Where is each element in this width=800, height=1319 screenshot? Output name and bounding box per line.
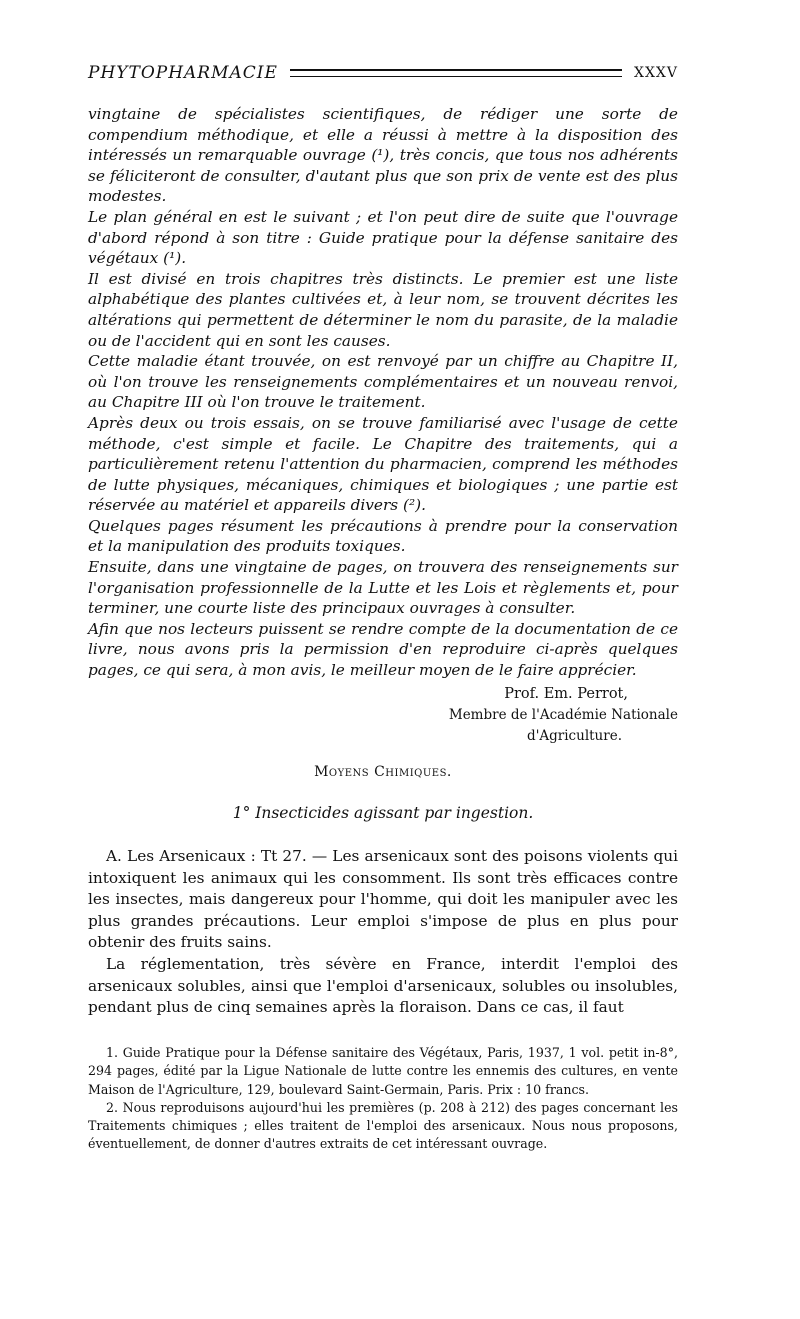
paragraph: Cette maladie étant trouvée, on est renvoyé par un chiffre au Chapitre II, où l'on trouve les renseignements complémentaires et un nouveau renvoi, au Chapitre III où l'on trouve le traitement.: [88, 352, 678, 412]
running-header: [88, 62, 678, 84]
paragraph: Afin que nos lecteurs puissent se rendre compte de la documentation de ce livre, nous avons pris la permission d'en reproduire ci-après quelques pages, ce qui sera, à mon avis, le meilleur moyen de le faire apprécier.: [88, 619, 678, 680]
paragraph: Il est divisé en trois chapitres très distincts. Le premier est une liste alphabétique des plantes cultivées et, à leur nom, se trouvent décrites les altérations qui permettent de déterminer le nom du parasite, de la maladie ou de l'accident qui en sont les causes.: [88, 269, 678, 350]
subsection-heading: 1° Insecticides agissant par ingestion.: [232, 804, 534, 822]
footnote: 2. Nous reproduisons aujourd'hui les premières (p. 208 à 212) des pages concernant les Traitements chimiques ; elles traitent de l'emploi des arsenicaux. Nous nous proposons, éventuellement, de donner d'autres extraits de cet intéressant ouvrage.: [88, 1099, 678, 1152]
signature-block: [88, 684, 678, 747]
running-title: PHYTOPHARMACIE: [88, 63, 278, 83]
paragraph: vingtaine de spécialistes scientifiques, de rédiger une sorte de compendium méthodique, et elle a réussi à mettre à la disposition des intéressés un remarquable ouvrage (¹), très concis, que tous nos adhérents se féliciteront de consulter, d'autant plus que son prix de vente est des plus modestes.: [88, 105, 678, 206]
paragraph: Après deux ou trois essais, on se trouve familiarisé avec l'usage de cette méthode, c'est simple et facile. Le Chapitre des traitements, qui a particulièrement retenu l'attention du pharmacien, comprend les méthodes de lutte physiques, mécaniques, chimiques et biologiques ; une partie est réservée au matériel et appareils divers (²).: [88, 413, 678, 515]
header-rule: [290, 69, 622, 77]
intro-text: [88, 104, 678, 681]
signature-title: Membre de l'Académie Nationale: [448, 707, 678, 723]
footnotes: [88, 1044, 678, 1154]
signature-affiliation: d'Agriculture.: [527, 728, 622, 744]
paragraph: La réglementation, très sévère en France, interdit l'emploi des arsenicaux solubles, ainsi que l'emploi d'arsenicaux, solubles ou insolubles, pendant plus de cinq semaines après la floraison. Dans ce cas, il faut: [88, 954, 678, 1017]
paragraph: A. Les Arsenicaux : Tt 27. — Les arsenicaux sont des poisons violents qui intoxiquent les animaux qui les consomment. Ils sont très efficaces contre les insectes, mais dangereux pour l'homme, qui doit les manipuler avec les plus grandes précautions. Leur emploi s'impose de plus en plus pour obtenir des fruits sains.: [88, 847, 678, 952]
paragraph: Le plan général en est le suivant ; et l'on peut dire de suite que l'ouvrage d'abord répond à son titre : Guide pratique pour la défense sanitaire des végétaux (¹).: [88, 207, 678, 268]
body-text: [88, 846, 678, 1019]
paragraph: Quelques pages résument les précautions à prendre pour la conservation et la manipulation des produits toxiques.: [88, 516, 678, 556]
signature-name: Prof. Em. Perrot,: [504, 686, 628, 702]
page-number: XXXV: [633, 65, 678, 81]
paragraph: Ensuite, dans une vingtaine de pages, on trouvera des renseignements sur l'organisation professionnelle de la Lutte et les Lois et règlements et, pour terminer, une courte liste des principaux ouvrages à consulter.: [88, 558, 678, 618]
section-heading: Moyens Chimiques.: [314, 764, 452, 780]
footnote: 1. Guide Pratique pour la Défense sanitaire des Végétaux, Paris, 1937, 1 vol. petit in-8°, 294 pages, édité par la Ligue Nationale de lutte contre les ennemis des cultures, en vente Maison de l'Agriculture, 129, boulevard Saint-Germain, Paris. Prix : 10 francs.: [88, 1045, 678, 1097]
